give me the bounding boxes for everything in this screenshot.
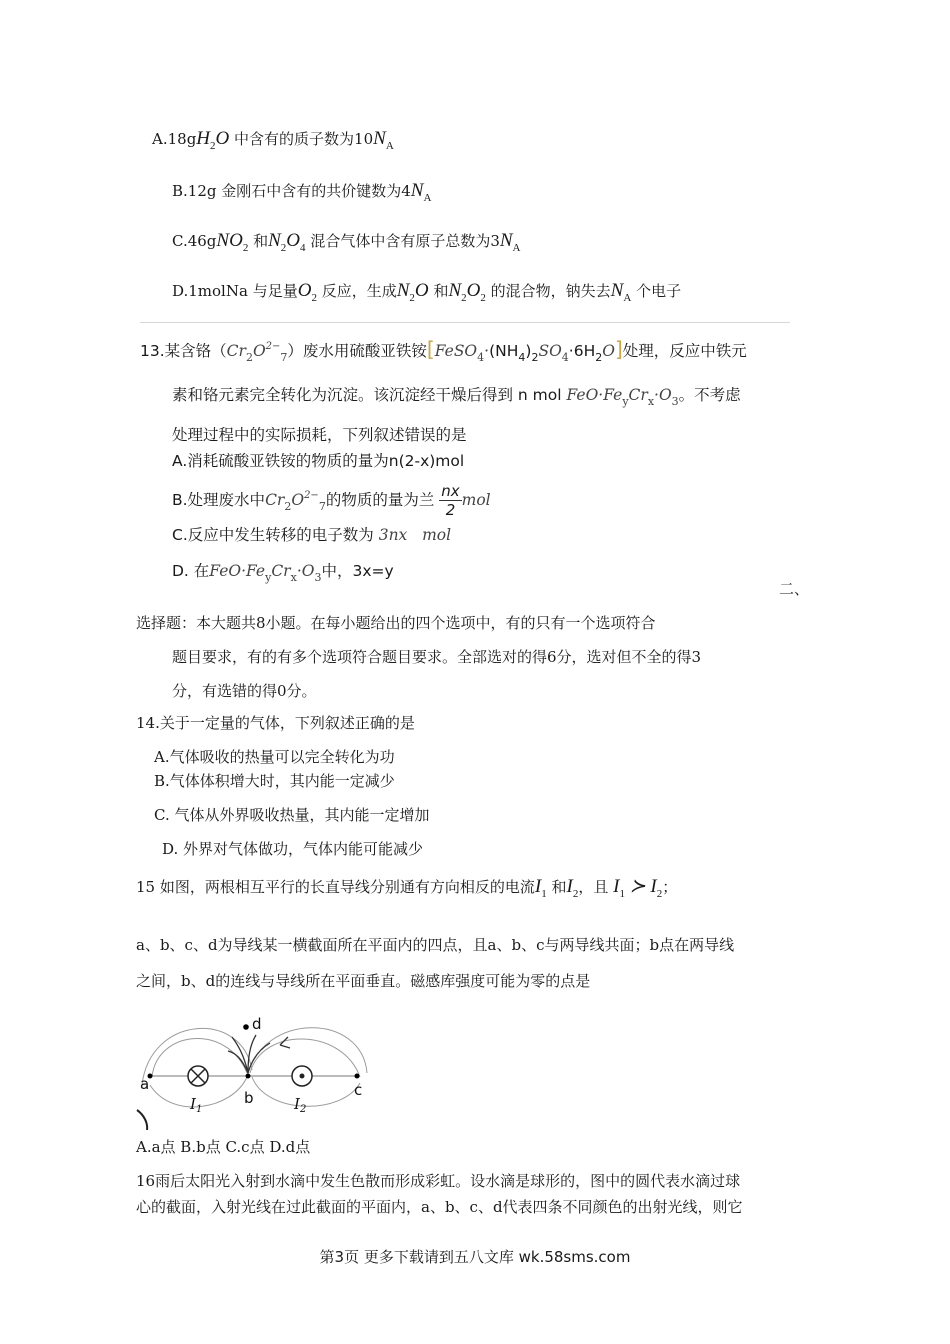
- q15-options: A.a点 B.b点 C.c点 D.d点: [136, 1138, 311, 1156]
- q15-stem-line1: 15 如图，两根相互平行的长直导线分别通有方向相反的电流$I_1$ 和$I_2$，且 $I_1$ ≻ $I_2$；: [136, 876, 678, 900]
- point-c: [355, 1074, 360, 1079]
- q14-option-c: C. 气体从外界吸收热量，其内能一定增加: [154, 806, 430, 824]
- q12-option-d: D.1molNa 与足量$O_2$ 反应，生成$N_2O$ 和$N_2O_2$ 的混合物，钠失去$N_A$ 个电子: [172, 280, 682, 304]
- divider: [140, 322, 790, 323]
- q16-stem-line1: 16雨后太阳光入射到水滴中发生色散而形成彩虹。设水滴是球形的，图中的圆代表水滴过球: [136, 1172, 741, 1190]
- q13-option-a: A.消耗硫酸亚铁铵的物质的量为n(2-x)mol: [172, 452, 465, 470]
- q15-stem-line3: 之间，b、d的连线与导线所在平面垂直。磁感库强度可能为零的点是: [136, 972, 591, 990]
- q12-option-b: B.12g 金刚石中含有的共价键数为$4N_A$: [172, 180, 432, 204]
- point-d: [243, 1024, 249, 1030]
- q16-stem-line2: 心的截面，入射光线在过此截面的平面内，a、b、c、d代表四条不同颜色的出射光线，则它: [136, 1198, 743, 1216]
- fraction-nx-over-2: $\frac{nx}{2}$: [441, 482, 460, 519]
- q14-stem: 14.关于一定量的气体，下列叙述正确的是: [136, 714, 415, 732]
- wire-i1-into-page-icon: [188, 1066, 208, 1086]
- q14-option-a: A.气体吸收的热量可以完全转化为功: [154, 748, 395, 766]
- label-i1: $I_1$: [190, 1095, 203, 1115]
- q13-stem-line2: 素和铬元素完全转化为沉淀。该沉淀经干燥后得到 n mol $FeO\cdot Fe_yCr_x\cdot O_3$。不考虑: [172, 386, 741, 408]
- wire-i2-out-of-page-icon: [292, 1066, 312, 1086]
- label-b: b: [244, 1089, 254, 1107]
- point-b: [246, 1074, 251, 1079]
- q13-stem-line1: 13.某含铬$(Cr_2O^{2-}_7)$废水用硫酸亚铁铵$[FeSO_4\cdot(NH_4)_2SO_4\cdot 6H_2O]$处理，反应中铁元: [140, 337, 747, 364]
- magnetic-field-diagram: [132, 1015, 372, 1130]
- section-number: 二、: [779, 580, 810, 598]
- q13-option-c: C.反应中发生转移的电子数为 3nx mol: [172, 526, 452, 544]
- label-d: d: [252, 1015, 262, 1033]
- page-footer: 第3页 更多下载请到五八文库 wk.58sms.com: [319, 1248, 631, 1266]
- q15-figure: [132, 1015, 372, 1130]
- q14-option-b: B.气体体积增大时，其内能一定减少: [154, 772, 395, 790]
- q13-stem-line3: 处理过程中的实际损耗，下列叙述错误的是: [172, 426, 467, 444]
- label-c: c: [354, 1081, 363, 1099]
- q13-option-b: B.处理废水中$Cr_2O^{2-}_7$的物质的量为兰 $\frac{nx}{2}$ mol: [172, 482, 491, 519]
- q15-stem-line2: a、b、c、d为导线某一横截面所在平面内的四点，且a、b、c与两导线共面；b点在两导线: [136, 936, 735, 954]
- section-intro-line1: 选择题：本大题共8小题。在每小题给出的四个选项中，有的只有一个选项符合: [136, 614, 656, 632]
- q14-option-d: D. 外界对气体做功，气体内能可能减少: [162, 840, 424, 858]
- label-a: a: [140, 1075, 150, 1093]
- q12-option-c: C.46gNO$_2$ 和$N_2O_4$ 混合气体中含有原子总数为$3N_A$: [172, 230, 521, 254]
- q12-option-a: $A.18gH_2O$ 中含有的质子数为$10N_A$: [152, 128, 394, 152]
- label-i2: $I_2$: [294, 1095, 307, 1115]
- section-intro-line3: 分，有选错的得0分。: [172, 682, 317, 700]
- section-intro-line2: 题目要求，有的有多个选项符合题目要求。全部选对的得6分，选对但不全的得3: [172, 648, 702, 666]
- q13-option-d: D. 在$FeO\cdot Fe_yCr_x\cdot O_3$中，3x=y: [172, 562, 394, 584]
